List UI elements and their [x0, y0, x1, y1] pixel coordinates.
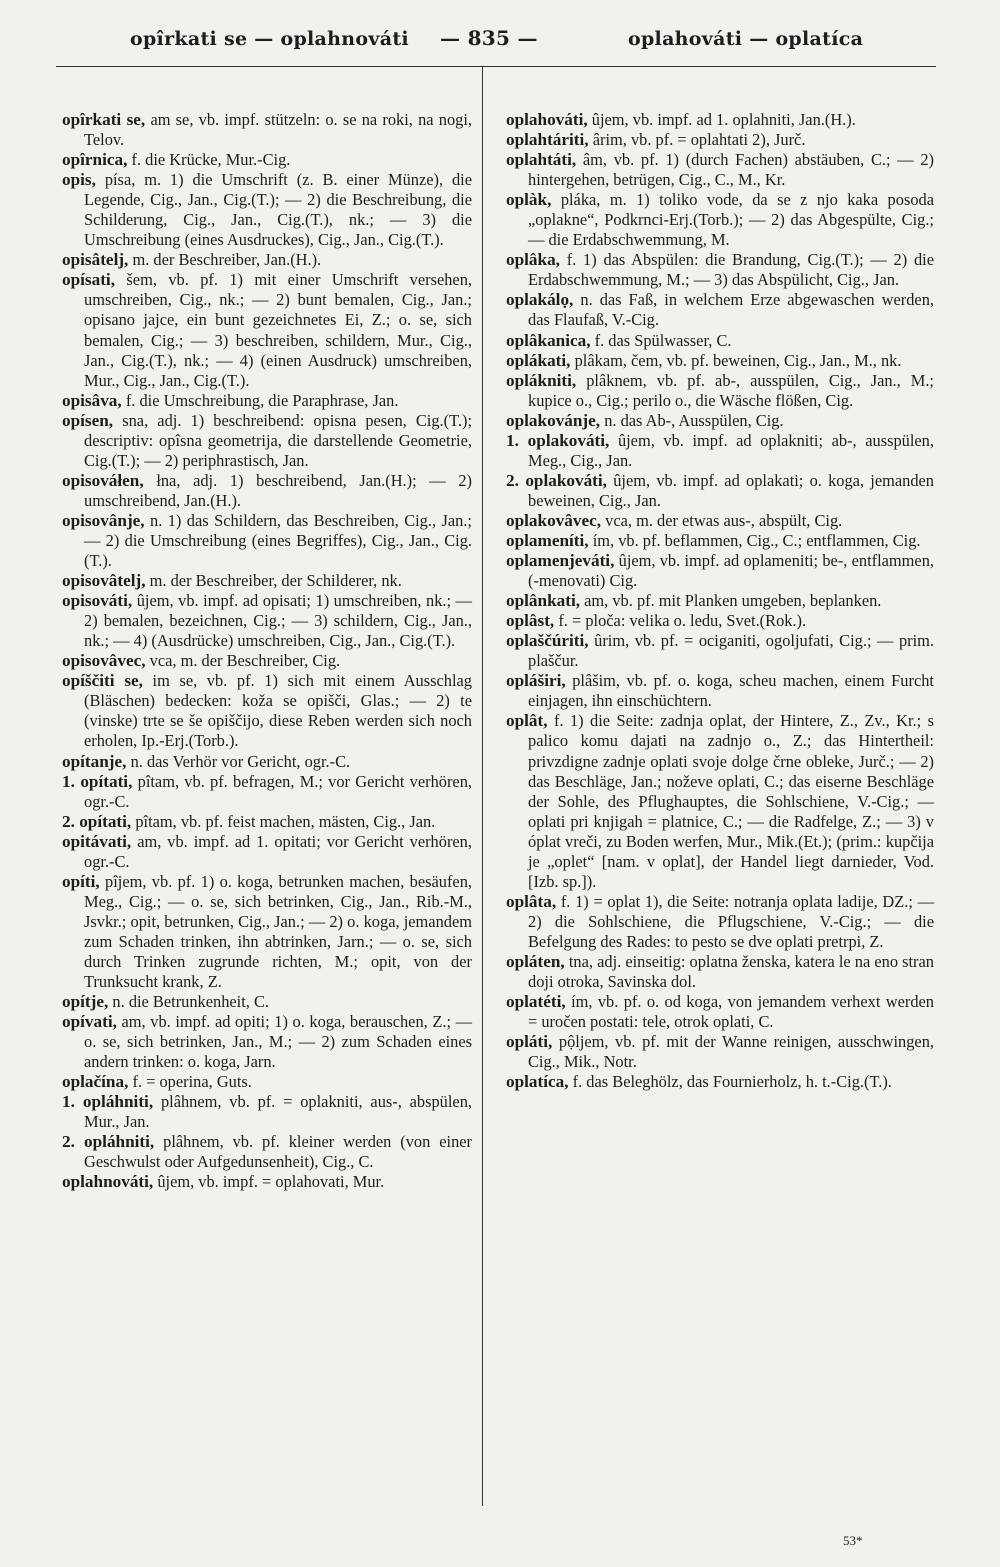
entry-headword: opîrnica,	[62, 150, 128, 170]
dictionary-entry	[62, 150, 472, 170]
dictionary-entry	[506, 1032, 934, 1072]
entry-definition: plâknem, vb. pf. ab-, ausspülen, Cig., Jan., M.; kupice o., Cig.; perilo o., die Wäsche flößen, Cig.	[528, 370, 934, 410]
entry-definition: n. das Ab-, Ausspülen, Cig.	[604, 410, 784, 430]
dictionary-entry	[506, 471, 934, 511]
entry-headword: opíti,	[62, 871, 100, 891]
dictionary-entry	[506, 371, 934, 411]
entry-definition: am, vb. pf. mit Planken umgeben, beplanken.	[584, 591, 882, 611]
entry-headword: oplâka,	[506, 250, 560, 270]
entry-headword: oplàk,	[506, 190, 552, 210]
entry-definition: ûjem, vb. impf. ad oplakati; o. koga, jemanden beweinen, Cig., Jan.	[528, 470, 934, 510]
entry-definition: plâšim, vb. pf. o. koga, scheu machen, einem Furcht einjagen, ihn einschüchtern.	[528, 671, 934, 711]
entry-definition: ûjem, vb. impf. ad oplameniti; be-, entflammen, (-menovati) Cig.	[528, 551, 934, 591]
entry-headword: opítje,	[62, 992, 109, 1012]
entry-definition: f. die Umschreibung, die Paraphrase, Jan.	[125, 390, 399, 410]
entry-headword: opisovânje,	[62, 510, 145, 530]
entry-definition: ím, vb. pf. o. od koga, von jemandem verhext werden = uročen postati: tele, otrok oplati, C.	[528, 992, 934, 1032]
dictionary-entry	[506, 331, 934, 351]
entry-headword: oplahnováti,	[62, 1172, 154, 1192]
entry-headword: 1. oplakováti,	[506, 430, 610, 450]
entry-headword: opláten,	[506, 951, 565, 971]
dictionary-entry	[506, 531, 934, 551]
dictionary-entry	[62, 812, 472, 832]
entry-headword: 2. opítati,	[62, 811, 132, 831]
column-divider	[482, 66, 483, 1506]
dictionary-entry	[62, 511, 472, 571]
entry-definition: pîtam, vb. pf. befragen, M.; vor Gericht verhören, ogr.-C.	[84, 771, 472, 811]
entry-headword: oplatíca,	[506, 1072, 569, 1092]
entry-definition: f. 1) = oplat 1), die Seite: notranja oplata ladije, DZ.; — 2) die Sohlschiene, die Pflugschiene, V.-Cig.; — die Befelgung des Rades: to pesto se dve oplati pretrpi, Z.	[528, 891, 934, 951]
entry-headword: 2. opláhniti,	[62, 1132, 155, 1152]
entry-headword: opîrkati se,	[62, 110, 146, 129]
entry-headword: oplákati,	[506, 350, 571, 370]
entry-headword: opitávati,	[62, 831, 132, 851]
dictionary-entry	[62, 270, 472, 390]
entry-definition: im se, vb. pf. 1) sich mit einem Ausschlag (Bläschen) bedecken: koža se opišči, Glas.; — 2) te (vinske) trte se še opiščijo, diese Reben werden sich noch erholen, Ip.-Erj.(Torb.).	[84, 671, 472, 751]
entry-headword: opisâva,	[62, 390, 122, 410]
dictionary-entry	[62, 1092, 472, 1132]
entry-headword: oplakálọ,	[506, 290, 574, 310]
entry-headword: opíščiti se,	[62, 671, 143, 691]
entry-headword: oplahtáriti,	[506, 130, 589, 150]
dictionary-entry	[506, 992, 934, 1032]
entry-headword: opisováłen,	[62, 470, 144, 490]
entry-definition: f. das Beleghölz, das Fournierholz, h. t.-Cig.(T.).	[572, 1072, 892, 1092]
dictionary-entry	[62, 1132, 472, 1172]
entry-definition: m. der Beschreiber, der Schilderer, nk.	[149, 571, 402, 591]
entry-definition: âm, vb. pf. 1) (durch Fachen) abstäuben, C.; — 2) hintergehen, betrügen, Cig., C., M., Kr.	[528, 150, 934, 190]
entry-definition: šem, vb. pf. 1) mit einer Umschrift versehen, umschreiben, Cig., nk.; — 2) bunt bemalen, Cig., Jan.; opisano jajce, ein bunt gezeichnetes Ei, Z.; o. se, sich bemalen, Cig.; — 3) beschreiben, schildern, Mur., Cig., Jan., Cig.(T.), nk.; — 4) (einen Ausdruck) umschreiben, Mur., Cig., Jan., Cig.(T.).	[84, 270, 472, 390]
entry-headword: oplahováti,	[506, 110, 588, 129]
left-column	[62, 110, 472, 1193]
entry-definition: sna, adj. 1) beschreibend: opisna pesen, Cig.(T.); descriptiv: opîsna geometrija, die darstellende Geometrie, Cig.(T.); — 2) periphrastisch, Jan.	[84, 410, 472, 470]
page-number: — 835 —	[440, 26, 538, 50]
dictionary-entry	[506, 551, 934, 591]
dictionary-entry	[62, 832, 472, 872]
dictionary-entry	[62, 671, 472, 751]
entry-definition: ûrim, vb. pf. = ociganiti, ogoljufati, Cig.; — prim. plaščur.	[528, 631, 935, 671]
dictionary-entry	[506, 250, 934, 290]
dictionary-entry	[62, 591, 472, 651]
entry-definition: plâkam, čem, vb. pf. beweinen, Cig., Jan., M., nk.	[574, 350, 902, 370]
dictionary-entry	[62, 250, 472, 270]
entry-definition: pộljem, vb. pf. mit der Wanne reinigen, ausschwingen, Cig., Mik., Notr.	[528, 1032, 934, 1072]
entry-definition: plâhnem, vb. pf. kleiner werden (von einer Geschwulst oder Aufgedunsenheit), Cig., C.	[84, 1132, 472, 1172]
entry-definition: f. das Spülwasser, C.	[594, 330, 732, 350]
header-rule	[56, 66, 936, 67]
entry-headword: opisovâtelj,	[62, 571, 146, 591]
dictionary-entry	[506, 631, 934, 671]
entry-definition: łna, adj. 1) beschreibend, Jan.(H.); — 2) umschreibend, Jan.(H.).	[84, 470, 472, 510]
entry-headword: oplamenjeváti,	[506, 551, 615, 571]
entry-definition: pîjem, vb. pf. 1) o. koga, betrunken machen, besäufen, Meg., Cig.; — o. se, sich betrinken, Cig., Jan., Rib.-M., Jsvkr.; opit, betrunken, Cig., Jan.; — 2) o. koga, jemandem zum Schaden trinken, ihn abtrinken, Jarn.; — o. se, sich durch Trinken zugrunde richten, M.; opit, von der Trunksucht krank, Z.	[84, 871, 472, 992]
entry-definition: plâhnem, vb. pf. = oplakniti, aus-, abspülen, Mur., Jan.	[84, 1092, 472, 1132]
entry-headword: opísati,	[62, 270, 116, 290]
entry-headword: 2. oplakováti,	[506, 470, 607, 490]
entry-definition: f. 1) das Abspülen: die Brandung, Cig.(T.); — 2) die Erdabschwemmung, M.; — 3) das Abspülicht, Cig., Jan.	[528, 250, 934, 290]
dictionary-entry	[62, 651, 472, 671]
entry-headword: oplameníti,	[506, 530, 589, 550]
entry-definition: ûjem, vb. impf. ad 1. oplahniti, Jan.(H.).	[591, 110, 856, 129]
entry-headword: oplâkanica,	[506, 330, 591, 350]
entry-headword: oplât,	[506, 711, 548, 731]
dictionary-entry	[506, 290, 934, 330]
right-column	[506, 110, 934, 1092]
signature-mark: 53*	[843, 1533, 863, 1548]
entry-headword: opísen,	[62, 410, 114, 430]
dictionary-entry	[62, 571, 472, 591]
entry-definition: vca, m. der Beschreiber, Cig.	[149, 651, 341, 671]
entry-headword: opláširi,	[506, 671, 566, 691]
entry-headword: oplaščúriti,	[506, 631, 589, 651]
dictionary-entry	[506, 611, 934, 631]
entry-definition: f. = operina, Guts.	[132, 1072, 252, 1092]
entry-definition: f. = ploča: velika o. ledu, Svet.(Rok.).	[558, 611, 807, 631]
entry-definition: f. 1) die Seite: zadnja oplat, der Hintere, Z., Zv., Kr.; s palico komu dajati na zadnjo o., Z.; das Hintertheil: privzdigne zadnje oplati svoje dolge črne obleke, Jurč.; — 2) das Beschläge, Jan.; noževe oplati, C.; das eiserne Beschläge der Sohle, des Pflughauptes, die Sohlschiene, V.-Cig.; — oplati pri knjigah = platnice, C.; — die Radfelge, Z.; — 3) v óplat vreči, zu Boden werfen, Mur., Mik.(Et.); (prim.: kupčija je „oplet“ [nam. v oplat], der Handel liegt darnieder, Vod. [Izb. sp.]).	[528, 711, 934, 891]
running-header-left: opîrkati se — oplahnováti	[130, 28, 409, 50]
entry-headword: oplákniti,	[506, 370, 577, 390]
dictionary-entry	[506, 511, 934, 531]
entry-headword: 1. opláhniti,	[62, 1092, 154, 1112]
dictionary-entry	[506, 591, 934, 611]
dictionary-entry	[506, 431, 934, 471]
dictionary-entry	[506, 110, 934, 130]
entry-definition: f. die Krücke, Mur.-Cig.	[131, 150, 291, 170]
entry-definition: am se, vb. impf. stützeln: o. se na roki, na nogi, Telov.	[84, 110, 472, 150]
dictionary-entry	[62, 471, 472, 511]
running-header-right: oplahováti — oplatíca	[628, 28, 864, 50]
dictionary-entry	[62, 752, 472, 772]
entry-definition: n. das Faß, in welchem Erze abgewaschen werden, das Flaufaß, V.-Cig.	[528, 290, 934, 330]
entry-definition: pîtam, vb. pf. feist machen, mästen, Cig., Jan.	[135, 811, 436, 831]
dictionary-entry	[506, 150, 934, 190]
entry-definition: n. die Betrunkenheit, C.	[112, 992, 270, 1012]
entry-definition: n. 1) das Schildern, das Beschreiben, Cig., Jan.; — 2) die Umschreibung (eines Begriffes), Cig., Jan., Cig.(T.).	[84, 510, 472, 571]
entry-headword: opítanje,	[62, 751, 127, 771]
dictionary-entry	[62, 411, 472, 471]
dictionary-entry	[62, 872, 472, 992]
entry-definition: m. der Beschreiber, Jan.(H.).	[132, 250, 322, 270]
dictionary-entry	[506, 1072, 934, 1092]
entry-headword: opívati,	[62, 1012, 117, 1032]
entry-definition: tna, adj. einseitig: oplatna ženska, katera le na eno stran doji otroka, Savinska dol.	[528, 951, 934, 992]
dictionary-entry	[62, 1012, 472, 1072]
entry-headword: oplatéti,	[506, 992, 566, 1012]
entry-headword: oplačína,	[62, 1072, 129, 1092]
entry-definition: ûjem, vb. impf. ad oplakniti; ab-, ausspülen, Meg., Cig., Jan.	[528, 430, 934, 470]
dictionary-entry	[62, 110, 472, 150]
entry-headword: opis,	[62, 170, 96, 190]
entry-headword: 1. opítati,	[62, 771, 133, 791]
dictionary-entry	[506, 952, 934, 992]
entry-headword: oplâta,	[506, 891, 557, 911]
entry-headword: opisâtelj,	[62, 250, 129, 270]
entry-headword: opisováti,	[62, 591, 133, 611]
dictionary-entry	[506, 130, 934, 150]
dictionary-entry	[506, 411, 934, 431]
dictionary-entry	[506, 711, 934, 891]
entry-definition: n. das Verhör vor Gericht, ogr.-C.	[130, 751, 351, 771]
dictionary-entry	[62, 772, 472, 812]
entry-headword: opláti,	[506, 1032, 553, 1052]
dictionary-entry	[506, 671, 934, 711]
entry-headword: oplânkati,	[506, 591, 581, 611]
dictionary-entry	[506, 351, 934, 371]
entry-definition: ârim, vb. pf. = oplahtati 2), Jurč.	[592, 130, 806, 150]
entry-headword: oplâst,	[506, 611, 555, 631]
entry-definition: písa, m. 1) die Umschrift (z. B. einer Münze), die Legende, Cig., Jan., Cig.(T.); — 2) die Beschreibung, die Schilderung, Cig., Jan., Cig.(T.), nk.; — 3) die Umschreibung (eines Ausdruckes), Cig., Jan., Cig.(T.).	[84, 170, 472, 250]
entry-definition: pláka, m. 1) toliko vode, da se z njo kaka posoda „oplakne“, Podkrnci-Erj.(Torb.); — 2) das Abgespülte, Cig.; — die Erdabschwemmung, M.	[528, 190, 934, 250]
entry-definition: ûjem, vb. impf. = oplahovati, Mur.	[157, 1172, 385, 1192]
dictionary-entry	[62, 992, 472, 1012]
entry-headword: oplakovánje,	[506, 410, 601, 430]
dictionary-entry	[62, 170, 472, 250]
entry-definition: ím, vb. pf. beflammen, Cig., C.; entflammen, Cig.	[592, 530, 921, 550]
dictionary-entry	[62, 391, 472, 411]
entry-headword: oplahtáti,	[506, 150, 577, 170]
entry-definition: am, vb. impf. ad 1. opitati; vor Gericht verhören, ogr.-C.	[84, 831, 472, 871]
entry-definition: vca, m. der etwas aus-, abspült, Cig.	[605, 510, 843, 530]
entry-headword: oplakovâvec,	[506, 510, 602, 530]
dictionary-entry	[62, 1172, 472, 1192]
entry-definition: ûjem, vb. impf. ad opisati; 1) umschreiben, nk.; — 2) bemalen, bezeichnen, Cig.; — 3) schildern, Cig., Jan., nk.; — 4) (Ausdrücke) umschreiben, Cig., Jan., Cig.(T.).	[84, 591, 472, 651]
entry-headword: opisovâvec,	[62, 651, 146, 671]
dictionary-entry	[506, 892, 934, 952]
entry-definition: am, vb. impf. ad opiti; 1) o. koga, berauschen, Z.; — o. se, sich betrinken, Jan., M.; — 2) zum Schaden eines andern trinken: o. koga, Jarn.	[84, 1012, 472, 1072]
dictionary-entry	[62, 1072, 472, 1092]
dictionary-entry	[506, 190, 934, 250]
